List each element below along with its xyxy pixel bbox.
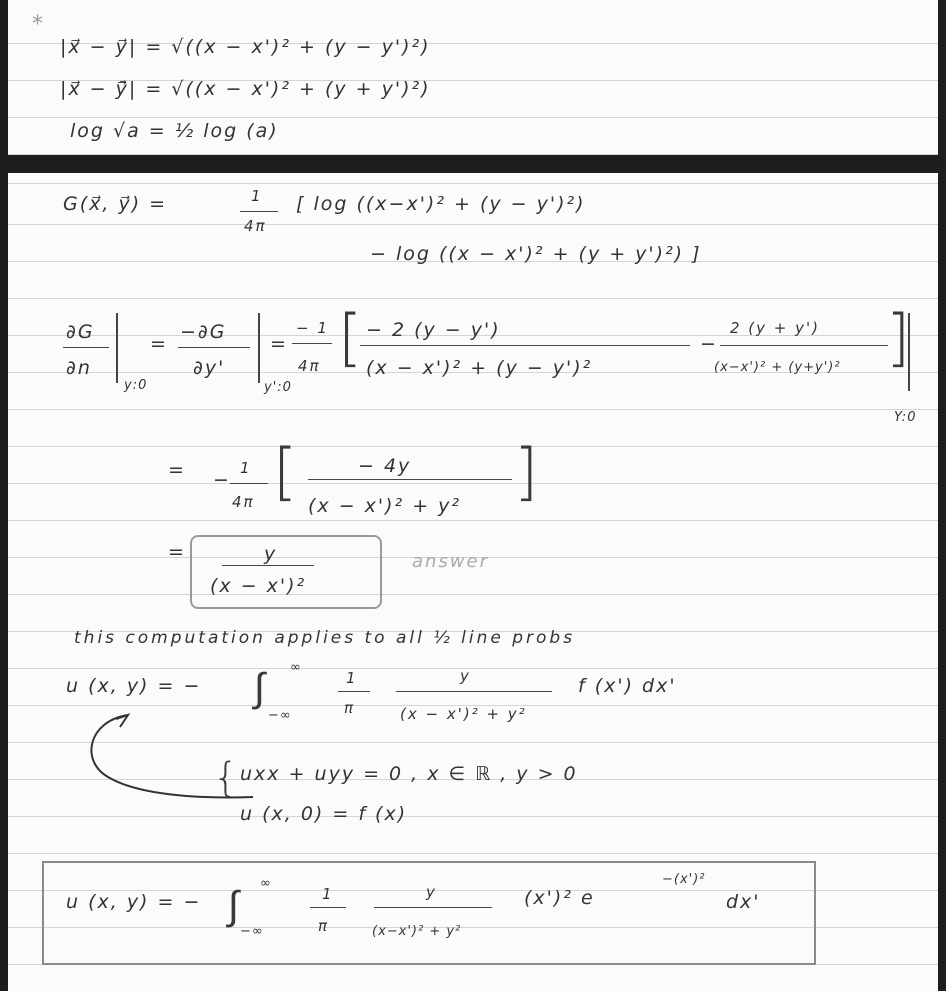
deriv-minus: −	[700, 333, 718, 355]
main-notes-sheet	[8, 173, 938, 991]
equals-1: =	[150, 333, 168, 355]
final-frac2-numerator: y	[426, 883, 437, 901]
solution-frac2-denominator: (x − x')² + y²	[400, 705, 527, 723]
answer-fraction-bar	[222, 565, 314, 566]
step2-coef-numerator: 1	[240, 459, 252, 477]
step2-close-bracket: ]	[514, 435, 539, 508]
step2-open-bracket: [	[273, 435, 298, 508]
green-term-2: − log ((x − x')² + (y + y')²) ]	[370, 243, 702, 265]
eval-y0-second: y':0	[264, 380, 292, 395]
solution-integrand-tail: f (x') dx'	[578, 675, 677, 697]
deriv-frac1-bar	[360, 345, 690, 346]
step2-coef-bar	[230, 483, 268, 484]
dG-numerator: ∂G	[66, 321, 95, 343]
solution-integral-sign: ∫	[254, 665, 265, 711]
dG-dyprime-fraction-bar	[178, 347, 250, 348]
solution-upper-limit: ∞	[290, 660, 302, 675]
solution-frac1-bar	[338, 691, 370, 692]
log-sqrt-identity: log √a = ½ log (a)	[70, 120, 279, 142]
final-frac2-denominator: (x−x')² + y²	[372, 924, 462, 939]
answer-equals: =	[168, 541, 186, 563]
deriv-coef-denominator: 4π	[298, 357, 321, 375]
final-frac1-bar	[310, 907, 346, 908]
step2-equals: =	[168, 459, 186, 481]
green-coef-denominator: 4π	[244, 217, 267, 235]
deriv-frac2-denominator: (x−x')² + (y+y')²	[714, 360, 841, 375]
solution-frac1-denominator: π	[344, 699, 356, 717]
answer-denominator: (x − x')²	[210, 575, 307, 597]
dG-dn-fraction-bar	[63, 347, 109, 348]
deriv-frac1-numerator: − 2 (y − y')	[366, 319, 501, 341]
solution-frac1-numerator: 1	[346, 669, 358, 687]
final-integral-sign: ∫	[228, 883, 239, 929]
final-frac2-bar	[374, 907, 492, 908]
step2-coef-denominator: 4π	[232, 493, 255, 511]
dn-denominator: ∂n	[66, 357, 92, 379]
green-coef-numerator: 1	[251, 187, 263, 205]
eval-y0-third: Y:0	[894, 410, 917, 425]
final-upper-limit: ∞	[260, 876, 272, 891]
answer-box	[190, 535, 382, 609]
pde-brace: {	[213, 755, 239, 801]
final-exponent: −(x')²	[662, 872, 706, 887]
neg-dG-numerator: −∂G	[180, 321, 227, 343]
deriv-frac2-numerator: 2 (y + y')	[730, 319, 820, 337]
answer-label: answer	[412, 551, 490, 572]
step2-denominator: (x − x')² + y²	[308, 495, 462, 517]
green-coef-fraction-bar	[240, 211, 278, 212]
final-formula-box	[42, 861, 816, 965]
step2-fraction-bar	[308, 479, 512, 480]
distance-formula: |x⃗ − y⃗| = √((x − x')² + (y − y')²)	[60, 36, 431, 58]
answer-numerator: y	[264, 543, 278, 565]
solution-frac2-bar	[396, 691, 552, 692]
solution-lhs: u (x, y) = −	[66, 675, 202, 697]
eval-bar-3	[908, 313, 910, 391]
solution-lower-limit: −∞	[268, 708, 292, 723]
final-dx: dx'	[726, 891, 761, 913]
equals-2: =	[270, 333, 288, 355]
deriv-frac1-denominator: (x − x')² + (y − y')²	[366, 357, 593, 379]
deriv-frac2-bar	[720, 345, 888, 346]
dy-prime-denominator: ∂y'	[193, 357, 226, 379]
deriv-coef-fraction-bar	[292, 343, 332, 344]
pde-equation: uxx + uyy = 0 , x ∈ ℝ , y > 0	[240, 763, 578, 785]
deriv-coef-numerator: − 1	[296, 319, 329, 337]
green-term-1: [ log ((x−x')² + (y − y')²)	[296, 193, 586, 215]
step2-coef-sign: −	[213, 469, 231, 491]
star-icon: *	[32, 12, 45, 37]
top-notes-sheet	[8, 0, 938, 155]
eval-y0-first: y:0	[124, 378, 148, 393]
image-distance-formula: |x⃗ − ȳ⃗| = √((x − x')² + (y + y')²)	[60, 78, 431, 100]
solution-frac2-numerator: y	[460, 667, 471, 685]
eval-bar-1	[116, 313, 118, 383]
green-function-lhs: G(x⃗, y⃗) =	[63, 193, 168, 215]
eval-bar-2	[258, 313, 260, 383]
final-frac1-denominator: π	[318, 917, 330, 935]
deriv-close-bracket: ]	[886, 301, 911, 374]
pde-boundary-condition: u (x, 0) = f (x)	[240, 803, 408, 825]
deriv-open-bracket: [	[338, 301, 363, 374]
final-lower-limit: −∞	[240, 924, 264, 939]
final-lhs: u (x, y) = −	[66, 891, 202, 913]
step2-numerator: − 4y	[358, 455, 412, 477]
final-tail: (x')² e	[524, 887, 595, 909]
half-line-note: this computation applies to all ½ line probs	[74, 628, 576, 648]
final-frac1-numerator: 1	[322, 885, 334, 903]
